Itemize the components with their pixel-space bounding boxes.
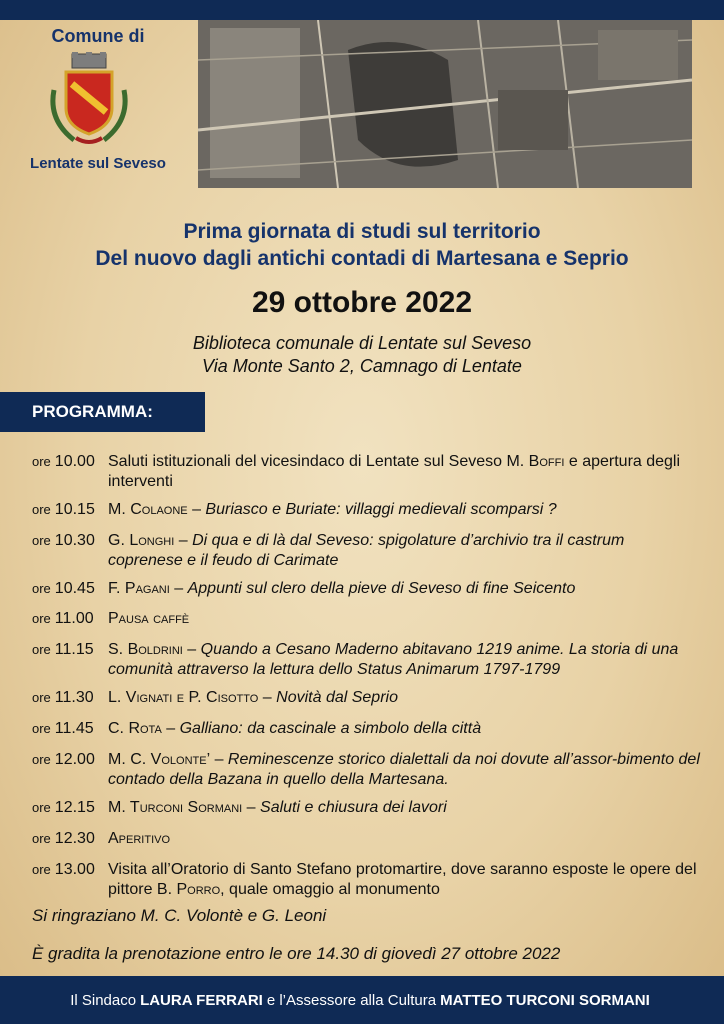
program-item	[32, 798, 702, 818]
program-desc: G. Longhi – Di qua e di là dal Seveso: spigolature d’archivio tra il castrum coprenese e il feudo di Carimate	[108, 532, 625, 569]
event-title: Prima giornata di studi sul territorio	[183, 220, 541, 243]
program-desc: F. Pagani – Appunti sul clero della pieve di Seveso di fine Seicento	[108, 580, 576, 597]
program-time: ore 11.45	[32, 720, 94, 737]
program-item	[32, 531, 702, 571]
program-time: ore 10.15	[32, 501, 95, 518]
acknowledgements: Si ringraziano M. C. Volontè e G. Leoni	[32, 906, 327, 925]
municipality-label: Comune di	[51, 26, 145, 46]
booking-note: È gradita la prenotazione entro le ore 14.30 di giovedì 27 ottobre 2022	[32, 944, 561, 963]
program-time: ore 10.45	[32, 580, 95, 597]
program-time: ore 12.30	[32, 830, 95, 847]
program-time: ore 13.00	[32, 861, 95, 878]
program-time: ore 10.00	[32, 453, 95, 470]
program-heading: PROGRAMMA:	[0, 392, 205, 432]
program-time: ore 11.15	[32, 641, 94, 658]
top-bar	[0, 0, 724, 20]
footer-middle: e l’Assessore alla Cultura	[266, 991, 437, 1009]
coat-of-arms-icon	[46, 50, 132, 148]
program-desc: Saluti istituzionali del vicesindaco di Lentate sul Seveso M. Boffi e apertura degli interventi	[108, 453, 681, 490]
program-item	[32, 609, 702, 629]
program-desc: M. C. Volonte’ – Reminescenze storico dialettali da noi dovute all’assor-bimento del contado della Bazana in quello della Martesana.	[108, 751, 700, 788]
program-item	[32, 719, 702, 739]
program-time: ore 11.00	[32, 610, 94, 627]
historic-map-image	[198, 20, 692, 188]
program-desc: L. Vignati e P. Cisotto – Novità dal Seprio	[108, 689, 398, 706]
program-time: ore 12.00	[32, 751, 95, 768]
municipality-name: Lentate sul Seveso	[30, 155, 166, 172]
program-item	[32, 860, 702, 900]
footer-prefix: Il Sindaco	[70, 991, 137, 1009]
program-desc: M. Turconi Sormani – Saluti e chiusura dei lavori	[108, 799, 447, 816]
program-desc: M. Colaone – Buriasco e Buriate: villaggi medievali scomparsi ?	[108, 501, 557, 518]
program-desc: Visita all’Oratorio di Santo Stefano protomartire, dove saranno esposte le opere del pittore B. Porro, quale omaggio al monumento	[108, 861, 697, 898]
program-item	[32, 579, 702, 599]
footer-bar	[0, 976, 724, 1024]
program-desc: S. Boldrini – Quando a Cesano Maderno abitavano 1219 anime. La storia di una comunità attraverso la lettura dello Status Animarum 1797-1799	[108, 641, 679, 678]
program-item	[32, 500, 702, 520]
program-desc: C. Rota – Galliano: da cascinale a simbolo della città	[108, 720, 482, 737]
venue-address: Via Monte Santo 2, Camnago di Lentate	[202, 356, 522, 376]
title-block	[0, 218, 724, 378]
program-item	[32, 688, 702, 708]
program-list	[32, 452, 702, 900]
venue-name: Biblioteca comunale di Lentate sul Seveso	[192, 333, 532, 353]
program-time: ore 11.30	[32, 689, 94, 706]
event-subtitle: Del nuovo dagli antichi contadi di Martesana e Seprio	[95, 247, 629, 270]
program-item	[32, 750, 702, 790]
mayor-name: LAURA FERRARI	[140, 991, 263, 1009]
program-item	[32, 452, 702, 492]
program-desc: Aperitivo	[108, 830, 171, 847]
program-desc: Pausa caffè	[108, 610, 190, 627]
program-item	[32, 640, 702, 680]
program-time: ore 10.30	[32, 532, 95, 549]
program-time: ore 12.15	[32, 799, 95, 816]
event-date: 29 ottobre 2022	[251, 286, 473, 319]
program-item	[32, 829, 702, 849]
councillor-name: MATTEO TURCONI SORMANI	[440, 991, 650, 1009]
